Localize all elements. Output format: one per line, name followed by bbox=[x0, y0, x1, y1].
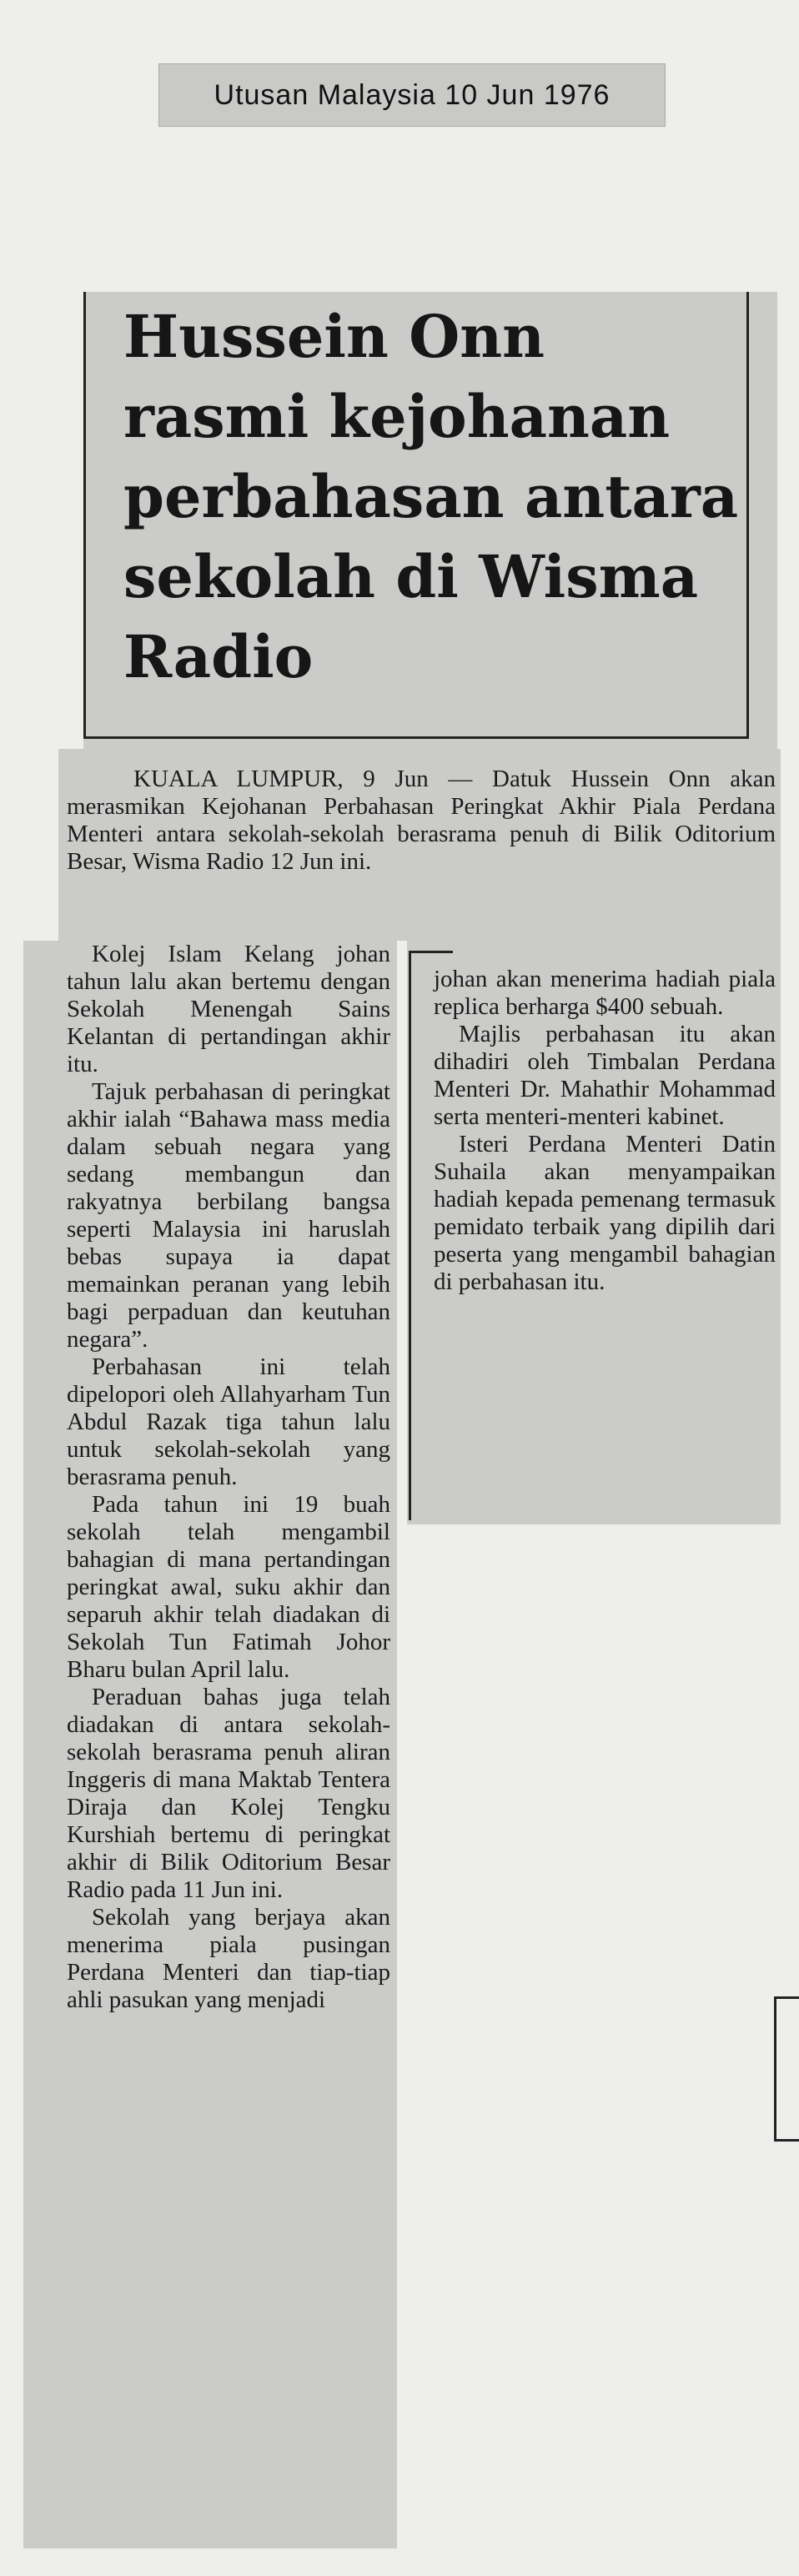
paragraph: Kolej Islam Kelang johan tahun lalu akan bertemu dengan Sekolah Menengah Sains Kelantan di pertandingan akhir itu. bbox=[67, 941, 390, 1077]
paragraph: Tajuk perbahasan di peringkat akhir ialah “Bahawa mass media dalam sebuah negara yang sedang membangun dan rakyatnya berbilang bangsa seperti Malaysia ini haruslah bebas supaya ia dapat memainkan peranan yang lebih bagi perpaduan dan keutuhan negara”. bbox=[67, 1078, 390, 1353]
paragraph: Peraduan bahas juga telah diadakan di antara sekolah-sekolah berasrama penuh aliran Inggeris di mana Maktab Tentera Diraja dan Kolej Tengku Kurshiah bertemu di peringkat akhir di Bilik Oditorium Besar Radio pada 11 Jun ini. bbox=[67, 1684, 390, 1903]
paragraph: Perbahasan ini telah dipelopori oleh Allahyarham Tun Abdul Razak tiga tahun lalu untuk sekolah-sekolah yang berasrama penuh. bbox=[67, 1353, 390, 1490]
adjacent-clipping-edge bbox=[774, 1996, 799, 2142]
lead-paragraph: KUALA LUMPUR, 9 Jun — Datuk Hussein Onn akan merasmikan Kejohanan Perbahasan Peringkat Akhir Piala Perdana Menteri antara sekolah-sekolah berasrama penuh di Bilik Oditorium Besar, Wisma Radio 12 Jun ini. bbox=[67, 766, 776, 875]
article-column-1 bbox=[67, 941, 390, 2014]
paragraph: Sekolah yang berjaya akan menerima piala pusingan Perdana Menteri dan tiap-tiap ahli pasukan yang menjadi bbox=[67, 1904, 390, 2013]
source-label: Utusan Malaysia 10 Jun 1976 bbox=[158, 63, 666, 127]
article-column-2 bbox=[434, 966, 776, 1296]
paragraph: Isteri Perdana Menteri Datin Suhaila akan menyampaikan hadiah kepada pemenang termasuk pemidato terbaik yang dipilih dari peserta yang mengambil bahagian di perbahasan itu. bbox=[434, 1131, 776, 1295]
paragraph: johan akan menerima hadiah piala replica berharga $400 sebuah. bbox=[434, 966, 776, 1020]
paragraph: Pada tahun ini 19 buah sekolah telah mengambil bahagian di mana pertandingan peringkat awal, suku akhir dan separuh akhir telah diadakan di Sekolah Tun Fatimah Johor Bharu bulan April lalu. bbox=[67, 1491, 390, 1683]
headline: Hussein Onn rasmi kejohanan perbahasan antara sekolah di Wisma Radio bbox=[123, 302, 739, 691]
paragraph: Majlis perbahasan itu akan dihadiri oleh Timbalan Perdana Menteri Dr. Mahathir Mohammad serta menteri-menteri kabinet. bbox=[434, 1021, 776, 1130]
